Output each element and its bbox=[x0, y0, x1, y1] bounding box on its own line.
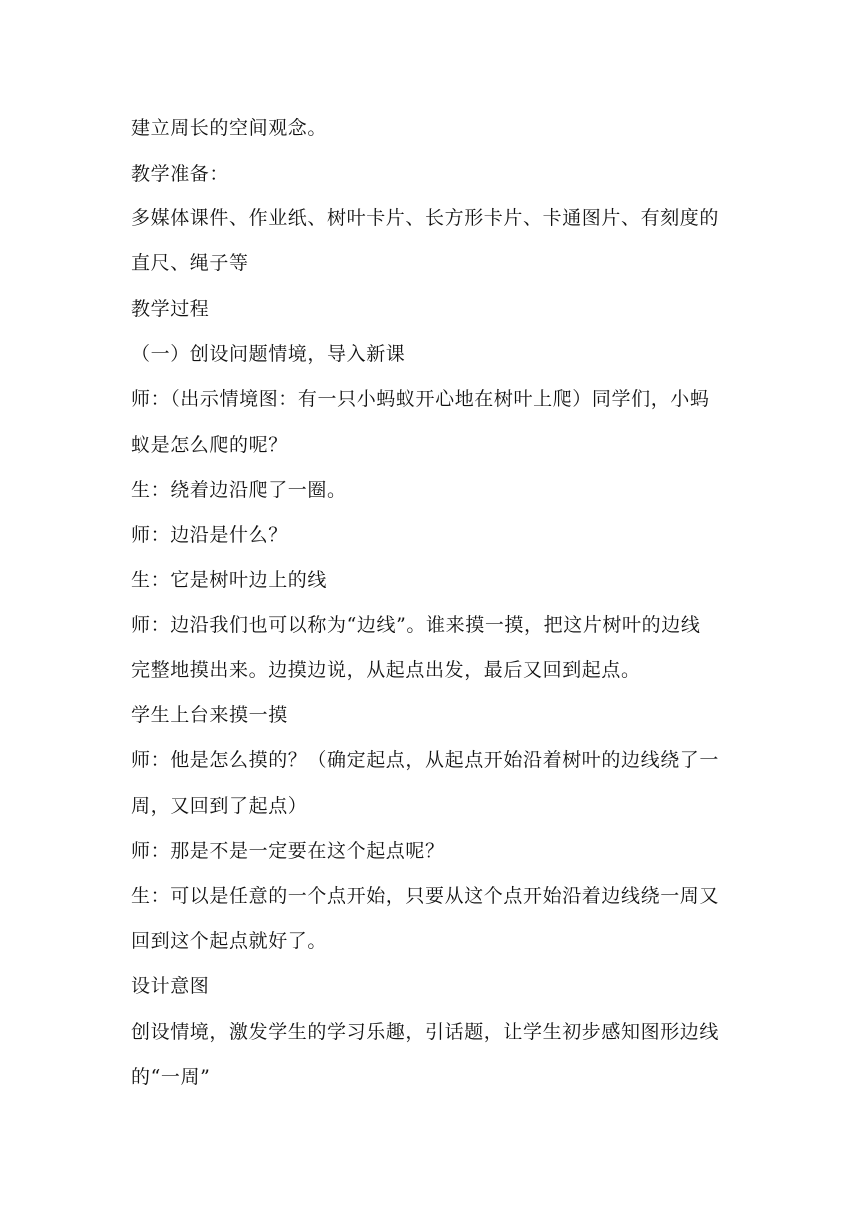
text-line: 直尺、绳子等 bbox=[131, 252, 249, 274]
dialogue-line: 生：它是树叶边上的线 bbox=[131, 569, 328, 591]
dialogue-line: 师：（出示情境图：有一只小蚂蚁开心地在树叶上爬）同学们，小蚂 bbox=[131, 388, 710, 410]
dialogue-line: 师：那是不是一定要在这个起点呢？ bbox=[131, 840, 445, 862]
text-line: 创设情境，激发学生的学习乐趣，引话题，让学生初步感知图形边线 bbox=[131, 1021, 720, 1043]
text-line: 学生上台来摸一摸 bbox=[131, 704, 288, 726]
section-heading: （一）创设问题情境，导入新课 bbox=[131, 343, 406, 365]
section-heading: 教学过程 bbox=[131, 298, 210, 320]
dialogue-line: 生：绕着边沿爬了一圈。 bbox=[131, 479, 347, 501]
text-line: 多媒体课件、作业纸、树叶卡片、长方形卡片、卡通图片、有刻度的 bbox=[131, 207, 720, 229]
dialogue-line: 师：边沿我们也可以称为“边线”。谁来摸一摸，把这片树叶的边线 bbox=[131, 614, 701, 636]
dialogue-line: 生：可以是任意的一个点开始，只要从这个点开始沿着边线绕一周又 bbox=[131, 885, 720, 907]
section-heading: 教学准备： bbox=[131, 163, 230, 185]
text-line: 建立周长的空间观念。 bbox=[131, 117, 328, 139]
dialogue-line: 师：他是怎么摸的？（确定起点，从起点开始沿着树叶的边线绕了一 bbox=[131, 749, 720, 771]
dialogue-line: 师：边沿是什么？ bbox=[131, 524, 288, 546]
dialogue-line: 完整地摸出来。边摸边说，从起点出发，最后又回到起点。 bbox=[131, 659, 641, 681]
section-heading: 设计意图 bbox=[131, 975, 210, 997]
dialogue-line: 回到这个起点就好了。 bbox=[131, 930, 328, 952]
dialogue-line: 蚁是怎么爬的呢？ bbox=[131, 434, 288, 456]
text-line: 的“一周” bbox=[131, 1066, 211, 1088]
dialogue-line: 周，又回到了起点） bbox=[131, 795, 308, 817]
